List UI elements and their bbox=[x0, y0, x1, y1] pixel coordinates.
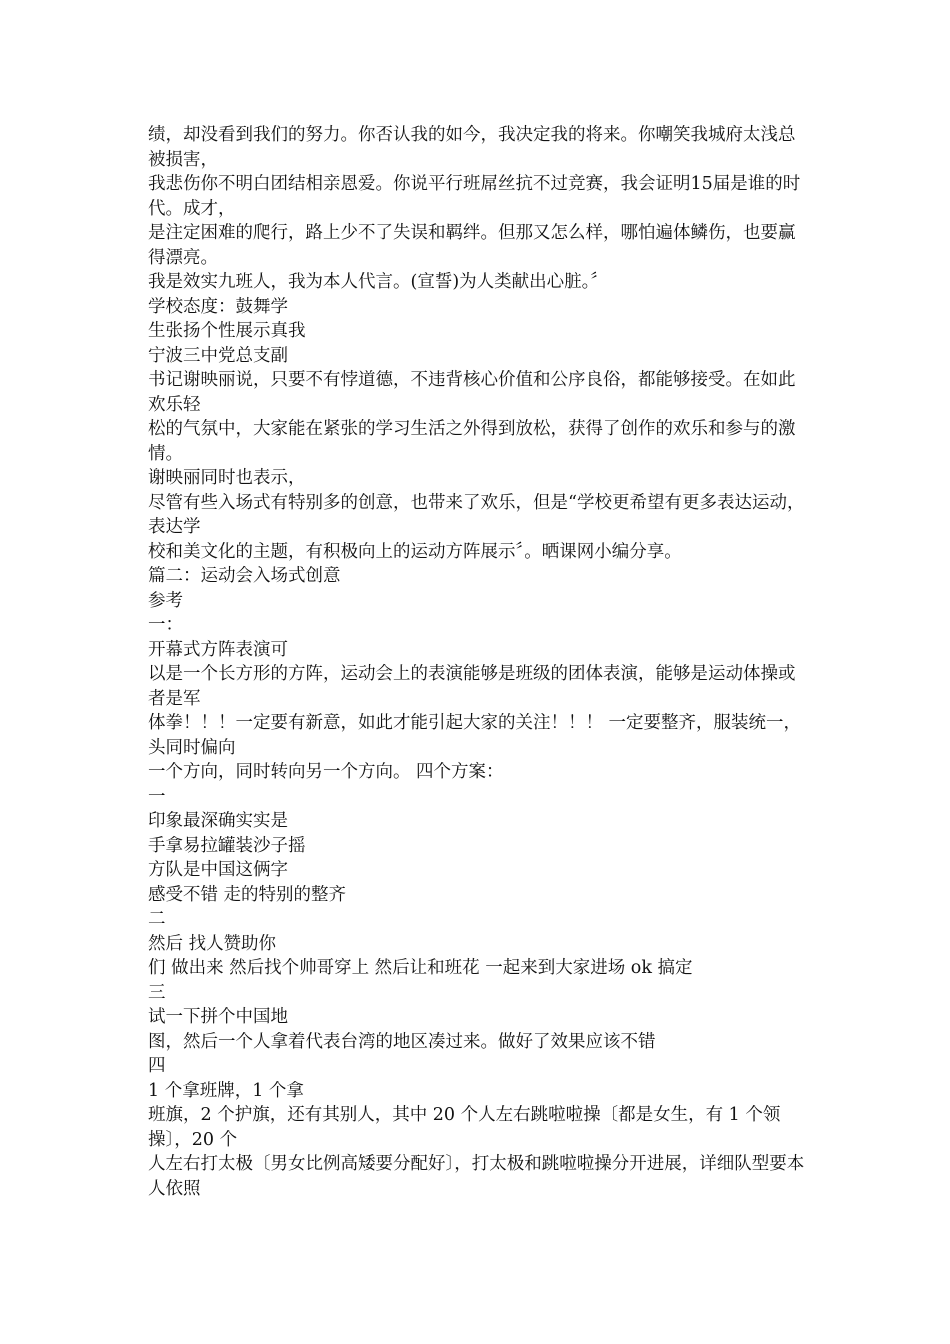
paragraph: 感受不错 走的特别的整齐 bbox=[148, 884, 347, 905]
paragraph: 我悲伤你不明白团结相亲恩爱。你说平行班屌丝抗不过竞赛，我会证明15届是谁的时代。成才， bbox=[148, 174, 801, 219]
paragraph: 们 做出来 然后找个帅哥穿上 然后让和班花 一起来到大家进场 ok 搞定 bbox=[148, 958, 693, 978]
paragraph: 班旗，2 个护旗，还有其别人，其中 20 个人左右跳啦啦操〔都是女生，有 1 个领操〕，20 个 bbox=[148, 1105, 781, 1150]
list-marker: 二 bbox=[148, 909, 166, 929]
paragraph: 学校态度：鼓舞学 bbox=[148, 296, 288, 317]
paragraph: 试一下拼个中国地 bbox=[148, 1007, 288, 1027]
paragraph: 方队是中国这俩字 bbox=[148, 860, 288, 880]
list-marker: 四 bbox=[148, 1056, 166, 1076]
paragraph: 一： bbox=[148, 615, 183, 635]
paragraph: 然后 找人赞助你 bbox=[148, 933, 277, 954]
paragraph: 宁波三中党总支副 bbox=[148, 345, 288, 366]
paragraph: 开幕式方阵表演可 bbox=[148, 639, 288, 660]
paragraph: 校和美文化的主题，有积极向上的运动方阵展示〞。晒课网小编分享。 bbox=[148, 541, 682, 562]
document-body bbox=[148, 123, 810, 1201]
paragraph: 生张扬个性展示真我 bbox=[148, 321, 306, 341]
paragraph: 我是效实九班人，我为本人代言。(宣誓)为人类献出心脏。〞 bbox=[148, 272, 608, 292]
paragraph: 谢映丽同时也表示， bbox=[148, 468, 306, 488]
paragraph: 手拿易拉罐装沙子摇 bbox=[148, 835, 306, 856]
paragraph: 尽管有些入场式有特别多的创意，也带来了欢乐，但是“学校更希望有更多表达运动，表达学 bbox=[148, 492, 805, 537]
list-marker: 一 bbox=[148, 786, 166, 807]
paragraph: 印象最深确实实是 bbox=[148, 811, 288, 831]
paragraph: 以是一个长方形的方阵，运动会上的表演能够是班级的团体表演，能够是运动体操或者是军 bbox=[148, 664, 796, 709]
paragraph: 书记谢映丽说，只要不有悖道德，不违背核心价值和公序良俗，都能够接受。在如此欢乐轻 bbox=[148, 370, 796, 415]
paragraph: 体拳！！！一定要有新意，如此才能引起大家的关注！！！ 一定要整齐，服装统一，头同时偏向 bbox=[148, 713, 802, 758]
paragraph: 1 个拿班牌，1 个拿 bbox=[148, 1080, 304, 1101]
paragraph: 图，然后一个人拿着代表台湾的地区凑过来。做好了效果应该不错 bbox=[148, 1031, 656, 1052]
paragraph: 参考 bbox=[148, 590, 183, 611]
paragraph: 松的气氛中，大家能在紧张的学习生活之外得到放松，获得了创作的欢乐和参与的激情。 bbox=[148, 419, 796, 464]
paragraph: 人左右打太极〔男女比例高矮要分配好〕，打太极和跳啦啦操分开进展，详细队型要本人依照 bbox=[148, 1154, 805, 1199]
paragraph: 绩，却没看到我们的努力。你否认我的如今，我决定我的将来。你嘲笑我城府太浅总被损害， bbox=[148, 125, 796, 170]
section-heading: 篇二：运动会入场式创意 bbox=[148, 566, 341, 586]
list-marker: 三 bbox=[148, 982, 166, 1003]
paragraph: 是注定困难的爬行，路上少不了失误和羁绊。但那又怎么样，哪怕遍体鳞伤，也要赢得漂亮。 bbox=[148, 223, 796, 268]
paragraph: 一个方向，同时转向另一个方向。 四个方案： bbox=[148, 762, 504, 782]
